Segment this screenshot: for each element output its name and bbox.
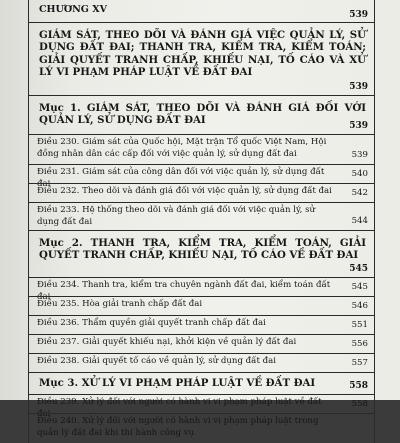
entry-text: Điều 240. Xử lý đối với người có hành vi vi phạm pháp luật trong quản lý đất đai khi thi hành công vụ <box>37 416 319 438</box>
chapter-heading <box>29 22 374 95</box>
page-number: 551 <box>351 320 368 331</box>
toc-entry <box>29 413 374 443</box>
toc-entry <box>29 202 374 230</box>
page-number: 544 <box>351 216 368 227</box>
entry-text: Điều 231. Giám sát của công dân đối với việc quản lý, sử dụng đất đai <box>37 167 325 189</box>
entry-text: Điều 235. Hòa giải tranh chấp đất đai <box>37 299 203 309</box>
chapter-row <box>29 0 374 22</box>
toc-entry <box>29 315 374 334</box>
toc-entry <box>29 353 374 372</box>
page-number: 539 <box>349 10 368 20</box>
toc-entry <box>29 164 374 189</box>
entry-text: Điều 233. Hệ thống theo dõi và đánh giá đối với việc quản lý, sử dụng đất đai <box>37 205 316 227</box>
toc-entry <box>29 334 374 353</box>
page-number: 557 <box>351 358 368 369</box>
page-number: 546 <box>351 301 368 312</box>
toc-table <box>28 0 375 443</box>
section-title: Mục 2. THANH TRA, KIỂM TRA, KIỂM TOÁN, GIẢI QUYẾT TRANH CHẤP, KHIẾU NẠI, TỐ CÁO VỀ ĐẤT ĐAI <box>39 237 366 262</box>
section-heading <box>29 230 374 277</box>
entry-text: Điều 232. Theo dõi và đánh giá đối với việc quản lý, sử dụng đất đai <box>37 186 332 196</box>
toc-entry <box>29 277 374 302</box>
page-number: 545 <box>349 263 368 274</box>
chapter-heading-text: GIÁM SÁT, THEO DÕI VÀ ĐÁNH GIÁ VIỆC QUẢN LÝ, SỬ DỤNG ĐẤT ĐAI; THANH TRA, KIỂM TRA, KIỂM TOÁN; GIẢI QUYẾT TRANH CHẤP, KHIẾU NẠI, TỐ CÁO VÀ XỬ LÝ VI PHẠM PHÁP LUẬT VỀ ĐẤT ĐAI <box>39 29 366 79</box>
page-number: 539 <box>349 81 368 92</box>
page-number: 539 <box>349 120 368 131</box>
toc-entry <box>29 183 374 202</box>
entry-text: Điều 238. Giải quyết tố cáo về quản lý, sử dụng đất đai <box>37 356 277 366</box>
page-number: 558 <box>349 380 368 391</box>
page-number: 545 <box>351 282 368 293</box>
entry-text: Điều 234. Thanh tra, kiểm tra chuyên ngành đất đai, kiểm toán đất đai <box>37 280 331 302</box>
section-title: Mục 1. GIÁM SÁT, THEO DÕI VÀ ĐÁNH GIÁ ĐỐI VỚI QUẢN LÝ, SỬ DỤNG ĐẤT ĐAI <box>39 102 366 127</box>
toc-entry <box>29 394 374 419</box>
chapter-title: CHƯƠNG XV <box>39 4 107 15</box>
toc-entry <box>29 296 374 315</box>
page-number: 542 <box>351 188 368 199</box>
entry-text: Điều 236. Thẩm quyền giải quyết tranh chấp đất đai <box>37 318 266 328</box>
section-heading <box>29 372 374 394</box>
section-heading <box>29 95 374 134</box>
toc-entry <box>29 134 374 164</box>
page-number: 539 <box>351 150 368 161</box>
page-number: 558 <box>351 399 368 410</box>
entry-text: Điều 230. Giám sát của Quốc hội, Mặt trận Tổ quốc Việt Nam, Hội đồng nhân dân các cấp đối với việc quản lý, sử dụng đất đai <box>37 137 327 159</box>
entry-text: Điều 237. Giải quyết khiếu nại, khởi kiện về quản lý đất đai <box>37 337 297 347</box>
section-title: Mục 3. XỬ LÝ VI PHẠM PHÁP LUẬT VỀ ĐẤT ĐAI <box>39 377 316 389</box>
entry-text: Điều 239. Xử lý đối với người có hành vi vi phạm pháp luật về đất đai <box>37 397 322 419</box>
page-number: 540 <box>351 169 368 180</box>
page-number: 556 <box>351 339 368 350</box>
